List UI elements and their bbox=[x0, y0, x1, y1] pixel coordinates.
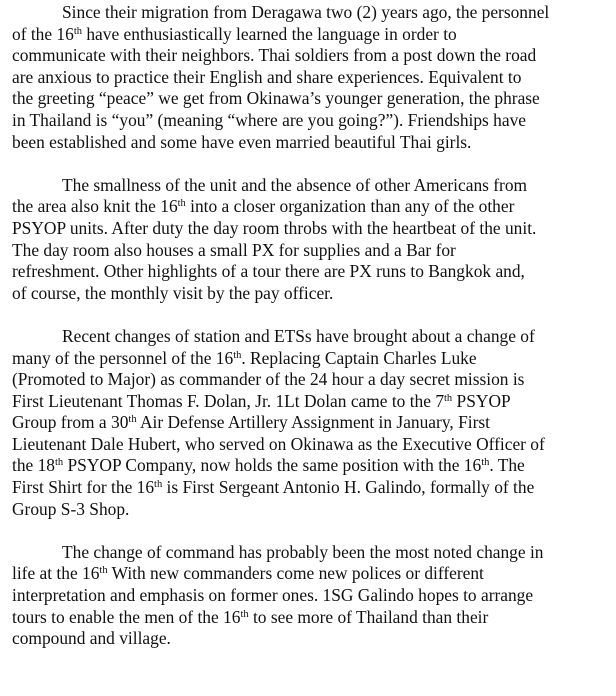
text-run: is First Sergeant Antonio H. Galindo, formally of the bbox=[162, 477, 535, 498]
text-run: Group from a 30 bbox=[12, 412, 129, 433]
document-body bbox=[12, 2, 612, 650]
ordinal-suffix: th bbox=[481, 457, 490, 469]
text-run: . Replacing Captain Charles Luke bbox=[241, 347, 477, 368]
text-line bbox=[12, 283, 612, 305]
text-line bbox=[12, 542, 612, 564]
text-line bbox=[12, 110, 612, 132]
text-line bbox=[12, 391, 612, 413]
text-run: been established and some have even married beautiful Thai girls. bbox=[12, 131, 472, 152]
text-line bbox=[12, 434, 612, 456]
text-run: First Shirt for the 16 bbox=[12, 477, 155, 498]
text-run: to see more of Thailand than their bbox=[248, 606, 489, 627]
ordinal-suffix: th bbox=[128, 414, 137, 426]
text-run: the 18 bbox=[12, 455, 55, 476]
text-line bbox=[12, 132, 612, 154]
ordinal-suffix: th bbox=[154, 479, 163, 491]
text-run: (Promoted to Major) as commander of the 24 hour a day secret mission is bbox=[12, 369, 525, 390]
ordinal-suffix: th bbox=[54, 457, 64, 469]
text-run: PSYOP Company, now holds the same position with the 16 bbox=[63, 455, 482, 476]
text-line bbox=[12, 45, 612, 67]
text-line bbox=[12, 563, 612, 585]
text-run: The change of command has probably been the most noted change in bbox=[62, 541, 544, 562]
text-run: the area also knit the 16 bbox=[12, 196, 178, 217]
text-run: interpretation and emphasis on former ones. 1SG Galindo hopes to arrange bbox=[12, 585, 534, 606]
text-run: of course, the monthly visit by the pay officer. bbox=[12, 282, 334, 303]
text-run: Lieutenant Dale Hubert, who served on Okinawa as the Executive Officer of bbox=[12, 433, 545, 454]
text-run: Recent changes of station and ETSs have brought about a change of bbox=[62, 325, 535, 346]
ordinal-suffix: th bbox=[73, 25, 82, 37]
paragraph bbox=[12, 2, 612, 153]
text-run: PSYOP units. After duty the day room throbs with the heartbeat of the unit. bbox=[12, 217, 537, 238]
text-line bbox=[12, 175, 612, 197]
text-run: The smallness of the unit and the absence of other Americans from bbox=[62, 174, 528, 195]
ordinal-suffix: th bbox=[177, 198, 186, 210]
text-run: in Thailand is “you” (meaning “where are you going?”). Friendships have bbox=[12, 109, 526, 130]
document-page bbox=[12, 2, 612, 671]
text-line bbox=[12, 240, 612, 262]
text-run: of the 16 bbox=[12, 23, 74, 44]
text-line bbox=[12, 412, 612, 434]
text-line bbox=[12, 67, 612, 89]
text-run: refreshment. Other highlights of a tour there are PX runs to Bangkok and, bbox=[12, 261, 525, 282]
text-line bbox=[12, 2, 612, 24]
text-run: . The bbox=[489, 455, 525, 476]
text-run: have enthusiastically learned the language in order to bbox=[82, 23, 457, 44]
text-line bbox=[12, 348, 612, 370]
paragraph bbox=[12, 175, 612, 305]
ordinal-suffix: th bbox=[233, 349, 242, 361]
text-run: With new commanders come new polices or different bbox=[107, 563, 484, 584]
text-run: PSYOP bbox=[452, 390, 511, 411]
text-line bbox=[12, 326, 612, 348]
ordinal-suffix: th bbox=[444, 392, 453, 404]
ordinal-suffix: th bbox=[240, 608, 249, 620]
text-run: Group S-3 Shop. bbox=[12, 498, 130, 519]
text-run: life at the 16 bbox=[12, 563, 100, 584]
text-line bbox=[12, 499, 612, 521]
paragraph bbox=[12, 542, 612, 650]
text-line bbox=[12, 369, 612, 391]
text-run: the greeting “peace” we get from Okinawa’s younger generation, the phrase bbox=[12, 88, 540, 109]
text-line bbox=[12, 218, 612, 240]
ordinal-suffix: th bbox=[99, 565, 108, 577]
text-line bbox=[12, 585, 612, 607]
text-run: compound and village. bbox=[12, 628, 171, 649]
text-line bbox=[12, 477, 612, 499]
text-run: are anxious to practice their English and share experiences. Equivalent to bbox=[12, 66, 522, 87]
text-line bbox=[12, 261, 612, 283]
text-line bbox=[12, 24, 612, 46]
text-run: The day room also houses a small PX for supplies and a Bar for bbox=[12, 239, 456, 260]
text-run: tours to enable the men of the 16 bbox=[12, 606, 241, 627]
text-line bbox=[12, 455, 612, 477]
text-run: into a closer organization than any of the other bbox=[185, 196, 515, 217]
text-run: Air Defense Artillery Assignment in January, First bbox=[136, 412, 490, 433]
text-run: First Lieutenant Thomas F. Dolan, Jr. 1Lt Dolan came to the 7 bbox=[12, 390, 445, 411]
text-line bbox=[12, 196, 612, 218]
text-line bbox=[12, 607, 612, 629]
text-line bbox=[12, 628, 612, 650]
text-run: Since their migration from Deragawa two (2) years ago, the personnel bbox=[62, 2, 550, 22]
text-run: many of the personnel of the 16 bbox=[12, 347, 234, 368]
paragraph bbox=[12, 326, 612, 520]
text-run: communicate with their neighbors. Thai soldiers from a post down the road bbox=[12, 45, 537, 66]
text-line bbox=[12, 88, 612, 110]
